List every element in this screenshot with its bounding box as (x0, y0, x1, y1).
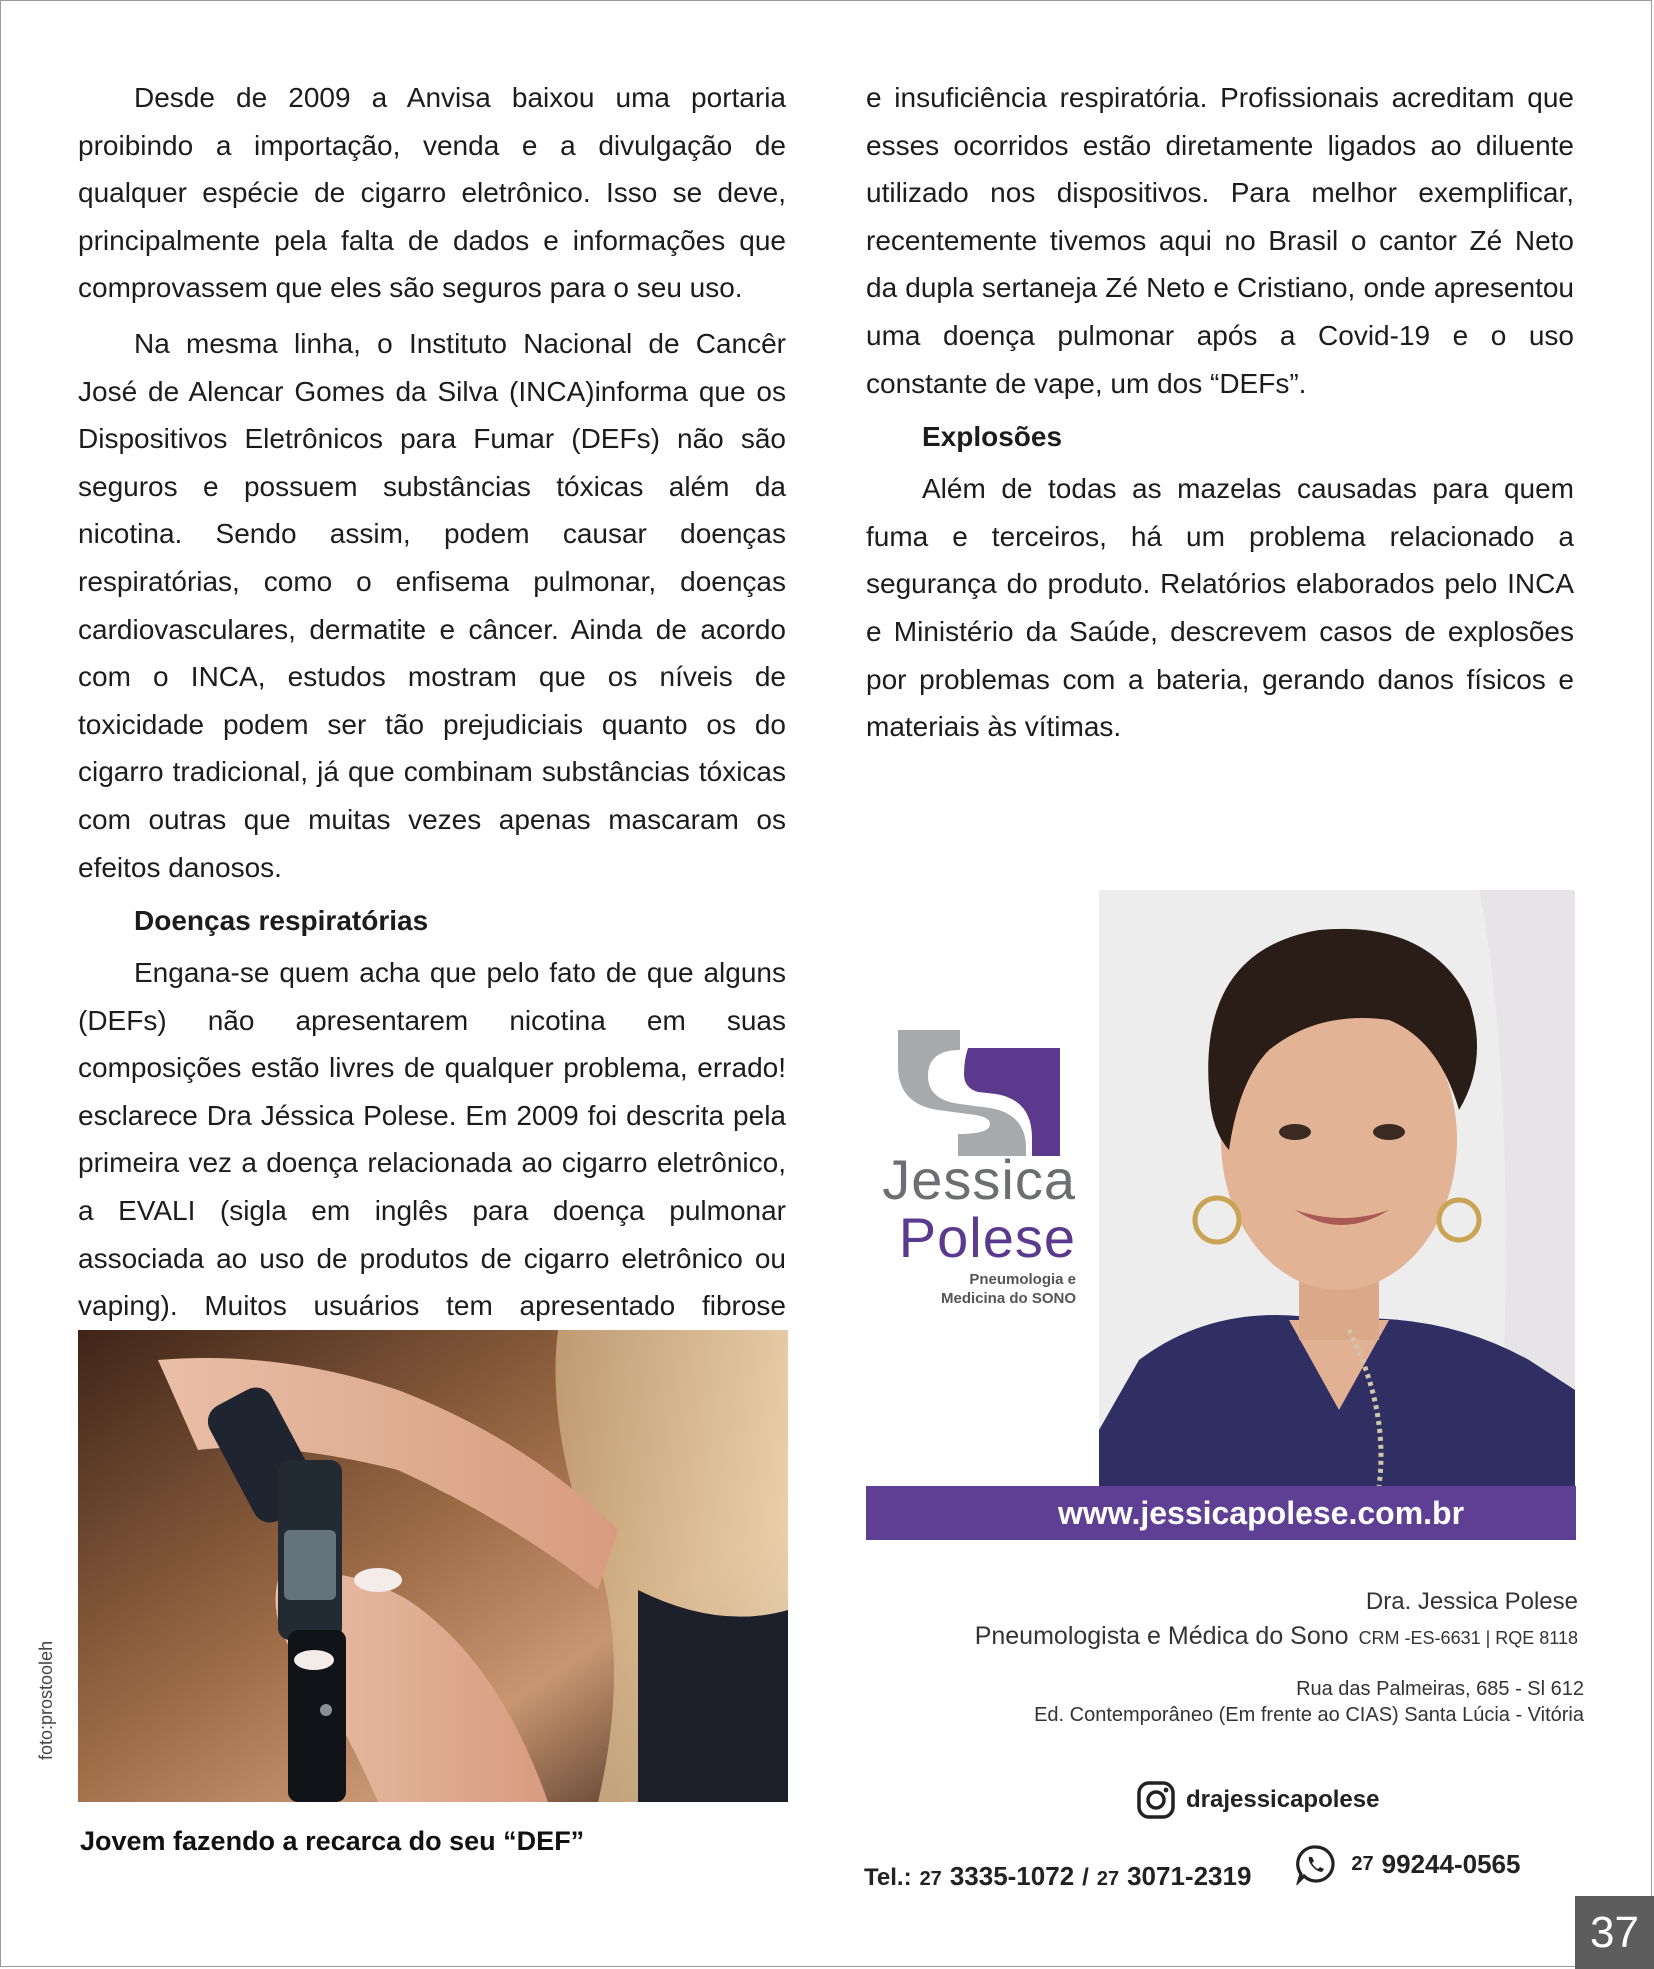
paragraph: Desde de 2009 a Anvisa baixou uma portaria proibindo a importação, venda e a divulgação de qualquer espécie de cigarro eletrônico. Isso se deve, principalmente pela falta de dados e informações que comprovassem que eles são seguros para o seu uso. (78, 82, 786, 304)
address-line-1: Rua das Palmeiras, 685 - Sl 612 (1296, 1678, 1584, 1700)
whatsapp-contact[interactable] (1295, 1843, 1520, 1885)
left-column (78, 74, 786, 1385)
whatsapp-icon (1295, 1843, 1337, 1885)
instagram-handle: drajessicapolese (1186, 1786, 1380, 1813)
section-heading: Doenças respiratórias (134, 905, 429, 937)
logo-tagline (866, 1270, 1076, 1308)
doctor-portrait (1099, 890, 1575, 1486)
logo-s-mark-icon (898, 1030, 1068, 1156)
phone1-number[interactable]: 3335-1072 (949, 1861, 1075, 1891)
tel-label: Tel.: (864, 1864, 912, 1891)
vape-photo (78, 1330, 788, 1802)
paragraph: Na mesma linha, o Instituto Nacional de Cancêr José de Alencar Gomes da Silva (INCA)informa que os Dispositivos Eletrônicos para Fumar (DEFs) não são seguros e possuem substâncias tóxicas além da nicotina. Sendo assim, podem causar doenças respiratórias, como o enfisema pulmonar, doenças cardiovasculares, dermatite e câncer. Ainda de acordo com o INCA, estudos mostram que os níveis de toxicidade podem ser tão prejudiciais quanto os do cigarro tradicional, já que combinam substâncias tóxicas com outras que muitas vezes apenas mascaram os efeitos danosos. (78, 327, 786, 883)
phone-separator: / (1082, 1864, 1089, 1891)
doctor-credentials: CRM -ES-6631 | RQE 8118 (1358, 1628, 1578, 1648)
section-heading: Explosões (922, 421, 1063, 453)
page-number: 37 (1575, 1896, 1654, 1969)
instagram-icon (1136, 1780, 1176, 1820)
doctor-title: Pneumologista e Médica do Sono (974, 1622, 1349, 1650)
paragraph: Engana-se quem acha que pelo fato de que alguns (DEFs) não apresentarem nicotina em suas composições estão livres de qualquer problema, errado! esclarece Dra Jéssica Polese. Em 2009 foi descrita pela primeira vez a doença relacionada ao cigarro eletrônico, a EVALI (sigla em inglês para doença pulmonar associada ao uso de produtos de cigarro eletrônico ou vaping). Muitos usuários tem apresentado fibrose (78, 957, 786, 1322)
vape-illustration (78, 1330, 788, 1802)
paragraph: e insuficiência respiratória. Profissionais acreditam que esses ocorridos estão diretamente ligados ao diluente utilizado nos dispositivos. Para melhor exemplificar, recentemente tivemos aqui no Brasil o cantor Zé Neto da dupla sertaneja Zé Neto e Cristiano, onde apresentou uma doença pulmonar após a Covid-19 e o uso constante de vape, um dos “DEFs”. (866, 82, 1574, 399)
paragraph: Além de todas as mazelas causadas para quem fuma e terceiros, há um problema relacionado a segurança do produto. Relatórios elaborados pelo INCA e Ministério da Saúde, descrevem casos de explosões por problemas com a bateria, gerando danos físicos e materiais às vítimas. (866, 473, 1574, 743)
photo-credit: foto:prostooleh (36, 1640, 56, 1760)
instagram-contact[interactable] (1136, 1778, 1379, 1822)
logo-tagline-line2: Medicina do SONO (940, 1290, 1076, 1307)
whatsapp-ddd: 27 (1351, 1852, 1374, 1875)
whatsapp-number[interactable]: 99244-0565 (1381, 1848, 1521, 1879)
doctor-photo (1099, 890, 1575, 1486)
website-url[interactable]: www.jessicapolese.com.br (866, 1486, 1576, 1540)
logo-word-polese: Polese (898, 1206, 1076, 1269)
brand-logo (866, 1030, 1082, 1316)
phone-row (864, 1843, 1520, 1892)
right-column (866, 74, 1574, 759)
doctor-name: Dra. Jessica Polese (1365, 1588, 1578, 1615)
phone1-ddd: 27 (919, 1868, 942, 1890)
phone2-ddd: 27 (1096, 1868, 1120, 1890)
logo-word-jessica: Jessica (882, 1148, 1076, 1211)
phone2-number[interactable]: 3071-2319 (1127, 1861, 1252, 1891)
address-line-2: Ed. Contemporâneo (Em frente ao CIAS) Santa Lúcia - Vitória (1034, 1704, 1584, 1726)
doctor-title-row (975, 1622, 1578, 1651)
logo-tagline-line1: Pneumologia e (969, 1271, 1076, 1288)
photo-caption: Jovem fazendo a recarca do seu “DEF” (80, 1826, 585, 1856)
